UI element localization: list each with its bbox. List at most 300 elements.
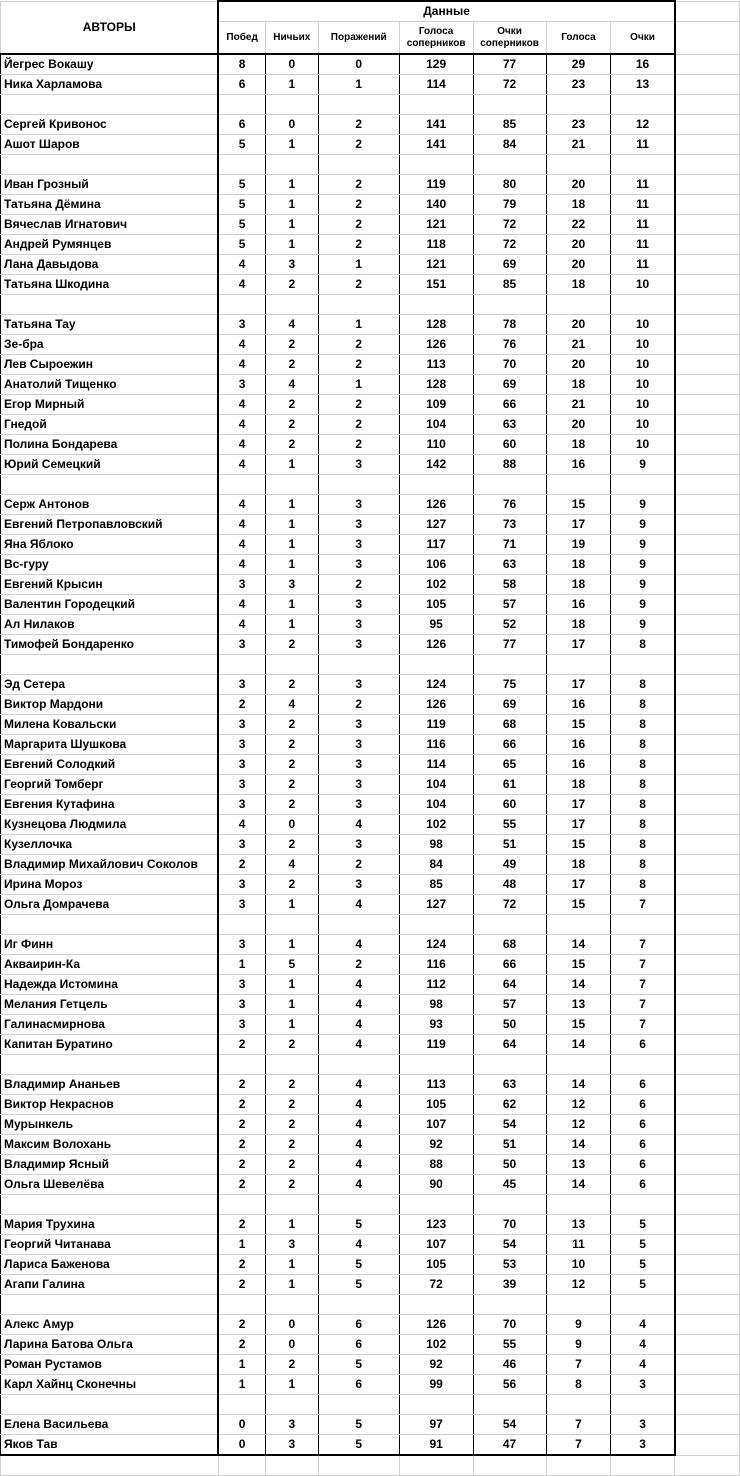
losses-cell[interactable]: 4 xyxy=(318,1095,399,1115)
wins-cell[interactable]: 4 xyxy=(218,555,265,575)
empty-cell[interactable] xyxy=(675,995,740,1015)
votes-cell[interactable] xyxy=(546,1395,611,1415)
empty-cell[interactable] xyxy=(675,115,740,135)
author-name-cell[interactable]: Иван Грозный xyxy=(1,175,219,195)
votes-cell[interactable]: 21 xyxy=(546,395,611,415)
draws-cell[interactable]: 0 xyxy=(265,1315,318,1335)
wins-cell[interactable]: 2 xyxy=(218,1315,265,1335)
points-cell[interactable] xyxy=(611,915,675,935)
votes-cell[interactable]: 18 xyxy=(546,575,611,595)
wins-cell[interactable]: 2 xyxy=(218,1335,265,1355)
draws-cell[interactable]: 2 xyxy=(265,1095,318,1115)
empty-cell[interactable] xyxy=(675,475,740,495)
empty-cell[interactable] xyxy=(675,455,740,475)
losses-cell[interactable]: 2 xyxy=(318,275,399,295)
losses-cell[interactable]: 4 xyxy=(318,1235,399,1255)
opponent-votes-cell[interactable]: 142 xyxy=(399,455,473,475)
header-opponent-points[interactable]: Очки соперников xyxy=(473,22,546,55)
empty-cell[interactable] xyxy=(675,655,740,675)
opponent-votes-cell[interactable]: 93 xyxy=(399,1015,473,1035)
draws-cell[interactable]: 2 xyxy=(265,1115,318,1135)
losses-cell[interactable]: 6 xyxy=(318,1375,399,1395)
wins-cell[interactable]: 4 xyxy=(218,415,265,435)
wins-cell[interactable]: 4 xyxy=(218,455,265,475)
empty-cell[interactable] xyxy=(675,635,740,655)
author-name-cell[interactable]: Евгений Петропавловский xyxy=(1,515,219,535)
author-name-cell[interactable]: Мария Трухина xyxy=(1,1215,219,1235)
opponent-points-cell[interactable]: 60 xyxy=(473,795,546,815)
opponent-points-cell[interactable]: 80 xyxy=(473,175,546,195)
votes-cell[interactable]: 15 xyxy=(546,715,611,735)
opponent-points-cell[interactable]: 76 xyxy=(473,335,546,355)
opponent-votes-cell[interactable]: 98 xyxy=(399,995,473,1015)
opponent-points-cell[interactable]: 55 xyxy=(473,1335,546,1355)
empty-cell[interactable] xyxy=(675,415,740,435)
points-cell[interactable]: 8 xyxy=(611,875,675,895)
opponent-votes-cell[interactable]: 126 xyxy=(399,495,473,515)
draws-cell[interactable]: 4 xyxy=(265,375,318,395)
votes-cell[interactable]: 7 xyxy=(546,1415,611,1435)
draws-cell[interactable]: 1 xyxy=(265,135,318,155)
author-name-cell[interactable]: Надежда Истомина xyxy=(1,975,219,995)
empty-cell[interactable] xyxy=(675,695,740,715)
votes-cell[interactable]: 20 xyxy=(546,235,611,255)
wins-cell[interactable]: 4 xyxy=(218,815,265,835)
opponent-points-cell[interactable]: 51 xyxy=(473,1135,546,1155)
draws-cell[interactable]: 1 xyxy=(265,975,318,995)
opponent-votes-cell[interactable]: 92 xyxy=(399,1135,473,1155)
losses-cell[interactable]: 5 xyxy=(318,1215,399,1235)
wins-cell[interactable]: 3 xyxy=(218,935,265,955)
votes-cell[interactable]: 17 xyxy=(546,515,611,535)
wins-cell[interactable]: 3 xyxy=(218,375,265,395)
opponent-votes-cell[interactable]: 119 xyxy=(399,1035,473,1055)
opponent-votes-cell[interactable]: 124 xyxy=(399,675,473,695)
opponent-points-cell[interactable]: 54 xyxy=(473,1235,546,1255)
points-cell[interactable]: 16 xyxy=(611,54,675,75)
opponent-votes-cell[interactable]: 90 xyxy=(399,1175,473,1195)
wins-cell[interactable]: 5 xyxy=(218,195,265,215)
wins-cell[interactable]: 3 xyxy=(218,635,265,655)
wins-cell[interactable]: 1 xyxy=(218,1375,265,1395)
wins-cell[interactable]: 3 xyxy=(218,755,265,775)
votes-cell[interactable]: 13 xyxy=(546,1215,611,1235)
empty-cell[interactable] xyxy=(675,22,740,55)
opponent-points-cell[interactable]: 49 xyxy=(473,855,546,875)
header-losses[interactable]: Поражений xyxy=(318,22,399,55)
empty-cell[interactable] xyxy=(1,1455,219,1476)
points-cell[interactable] xyxy=(611,1195,675,1215)
points-cell[interactable]: 5 xyxy=(611,1215,675,1235)
opponent-votes-cell[interactable]: 72 xyxy=(399,1275,473,1295)
losses-cell[interactable]: 3 xyxy=(318,595,399,615)
points-cell[interactable]: 3 xyxy=(611,1375,675,1395)
losses-cell[interactable] xyxy=(318,1395,399,1415)
losses-cell[interactable]: 3 xyxy=(318,515,399,535)
draws-cell[interactable]: 0 xyxy=(265,1335,318,1355)
empty-cell[interactable] xyxy=(675,1355,740,1375)
votes-cell[interactable]: 7 xyxy=(546,1435,611,1456)
opponent-points-cell[interactable]: 68 xyxy=(473,935,546,955)
losses-cell[interactable]: 3 xyxy=(318,795,399,815)
empty-cell[interactable] xyxy=(675,795,740,815)
losses-cell[interactable] xyxy=(318,915,399,935)
points-cell[interactable]: 4 xyxy=(611,1355,675,1375)
opponent-points-cell[interactable]: 64 xyxy=(473,1035,546,1055)
opponent-points-cell[interactable]: 69 xyxy=(473,255,546,275)
votes-cell[interactable] xyxy=(546,295,611,315)
opponent-votes-cell[interactable]: 128 xyxy=(399,375,473,395)
losses-cell[interactable]: 2 xyxy=(318,575,399,595)
opponent-points-cell[interactable]: 75 xyxy=(473,675,546,695)
empty-cell[interactable] xyxy=(675,895,740,915)
losses-cell[interactable]: 2 xyxy=(318,215,399,235)
empty-cell[interactable] xyxy=(399,1455,473,1476)
losses-cell[interactable]: 3 xyxy=(318,555,399,575)
wins-cell[interactable]: 4 xyxy=(218,395,265,415)
opponent-points-cell[interactable]: 73 xyxy=(473,515,546,535)
losses-cell[interactable]: 3 xyxy=(318,875,399,895)
opponent-votes-cell[interactable] xyxy=(399,1195,473,1215)
opponent-points-cell[interactable]: 57 xyxy=(473,995,546,1015)
empty-cell[interactable] xyxy=(675,1295,740,1315)
opponent-votes-cell[interactable] xyxy=(399,1395,473,1415)
points-cell[interactable]: 10 xyxy=(611,275,675,295)
opponent-points-cell[interactable] xyxy=(473,1295,546,1315)
points-cell[interactable]: 6 xyxy=(611,1115,675,1135)
draws-cell[interactable]: 2 xyxy=(265,1075,318,1095)
points-cell[interactable] xyxy=(611,1055,675,1075)
draws-cell[interactable]: 2 xyxy=(265,835,318,855)
losses-cell[interactable]: 4 xyxy=(318,935,399,955)
opponent-votes-cell[interactable]: 121 xyxy=(399,215,473,235)
wins-cell[interactable]: 1 xyxy=(218,1235,265,1255)
losses-cell[interactable]: 2 xyxy=(318,855,399,875)
losses-cell[interactable]: 5 xyxy=(318,1275,399,1295)
wins-cell[interactable]: 4 xyxy=(218,595,265,615)
opponent-votes-cell[interactable]: 127 xyxy=(399,895,473,915)
draws-cell[interactable]: 1 xyxy=(265,515,318,535)
votes-cell[interactable]: 15 xyxy=(546,955,611,975)
author-name-cell[interactable] xyxy=(1,1195,219,1215)
draws-cell[interactable]: 1 xyxy=(265,1015,318,1035)
votes-cell[interactable]: 23 xyxy=(546,75,611,95)
points-cell[interactable]: 10 xyxy=(611,335,675,355)
draws-cell[interactable] xyxy=(265,295,318,315)
opponent-points-cell[interactable] xyxy=(473,1395,546,1415)
draws-cell[interactable]: 1 xyxy=(265,75,318,95)
opponent-votes-cell[interactable]: 126 xyxy=(399,1315,473,1335)
votes-cell[interactable]: 21 xyxy=(546,135,611,155)
author-name-cell[interactable]: Карл Хайнц Сконечны xyxy=(1,1375,219,1395)
points-cell[interactable]: 7 xyxy=(611,975,675,995)
author-name-cell[interactable]: Георгий Читанава xyxy=(1,1235,219,1255)
draws-cell[interactable]: 1 xyxy=(265,175,318,195)
empty-cell[interactable] xyxy=(675,755,740,775)
author-name-cell[interactable]: Мурынкель xyxy=(1,1115,219,1135)
draws-cell[interactable]: 2 xyxy=(265,875,318,895)
opponent-points-cell[interactable]: 76 xyxy=(473,495,546,515)
opponent-points-cell[interactable]: 66 xyxy=(473,735,546,755)
losses-cell[interactable]: 2 xyxy=(318,175,399,195)
empty-cell[interactable] xyxy=(675,255,740,275)
draws-cell[interactable] xyxy=(265,1055,318,1075)
losses-cell[interactable] xyxy=(318,1055,399,1075)
opponent-votes-cell[interactable]: 129 xyxy=(399,54,473,75)
opponent-votes-cell[interactable]: 107 xyxy=(399,1115,473,1135)
author-name-cell[interactable] xyxy=(1,1055,219,1075)
opponent-votes-cell[interactable] xyxy=(399,155,473,175)
opponent-votes-cell[interactable]: 95 xyxy=(399,615,473,635)
draws-cell[interactable]: 2 xyxy=(265,355,318,375)
wins-cell[interactable]: 4 xyxy=(218,495,265,515)
author-name-cell[interactable]: Вс-гуру xyxy=(1,555,219,575)
votes-cell[interactable]: 18 xyxy=(546,375,611,395)
wins-cell[interactable]: 2 xyxy=(218,855,265,875)
points-cell[interactable]: 10 xyxy=(611,415,675,435)
empty-cell[interactable] xyxy=(675,1455,740,1476)
empty-cell[interactable] xyxy=(675,1015,740,1035)
data-title-header[interactable]: Данные xyxy=(218,1,674,22)
votes-cell[interactable]: 22 xyxy=(546,215,611,235)
opponent-points-cell[interactable]: 39 xyxy=(473,1275,546,1295)
draws-cell[interactable]: 1 xyxy=(265,1215,318,1235)
draws-cell[interactable] xyxy=(265,1195,318,1215)
points-cell[interactable]: 8 xyxy=(611,835,675,855)
opponent-points-cell[interactable]: 77 xyxy=(473,54,546,75)
points-cell[interactable]: 13 xyxy=(611,75,675,95)
losses-cell[interactable]: 4 xyxy=(318,815,399,835)
draws-cell[interactable]: 2 xyxy=(265,415,318,435)
author-name-cell[interactable]: Лана Давыдова xyxy=(1,255,219,275)
wins-cell[interactable]: 3 xyxy=(218,775,265,795)
opponent-votes-cell[interactable]: 119 xyxy=(399,175,473,195)
wins-cell[interactable]: 4 xyxy=(218,335,265,355)
votes-cell[interactable]: 16 xyxy=(546,755,611,775)
opponent-votes-cell[interactable]: 116 xyxy=(399,955,473,975)
opponent-votes-cell[interactable]: 119 xyxy=(399,715,473,735)
draws-cell[interactable] xyxy=(265,155,318,175)
opponent-votes-cell[interactable] xyxy=(399,1055,473,1075)
losses-cell[interactable] xyxy=(318,1295,399,1315)
opponent-points-cell[interactable]: 64 xyxy=(473,975,546,995)
opponent-points-cell[interactable]: 78 xyxy=(473,315,546,335)
opponent-points-cell[interactable]: 51 xyxy=(473,835,546,855)
empty-cell[interactable] xyxy=(675,555,740,575)
wins-cell[interactable]: 3 xyxy=(218,895,265,915)
points-cell[interactable]: 10 xyxy=(611,435,675,455)
votes-cell[interactable]: 20 xyxy=(546,255,611,275)
losses-cell[interactable]: 2 xyxy=(318,235,399,255)
losses-cell[interactable] xyxy=(318,295,399,315)
empty-cell[interactable] xyxy=(675,295,740,315)
votes-cell[interactable]: 17 xyxy=(546,815,611,835)
points-cell[interactable]: 8 xyxy=(611,715,675,735)
opponent-points-cell[interactable]: 70 xyxy=(473,1315,546,1335)
points-cell[interactable]: 11 xyxy=(611,195,675,215)
author-name-cell[interactable] xyxy=(1,1295,219,1315)
empty-cell[interactable] xyxy=(675,575,740,595)
losses-cell[interactable]: 1 xyxy=(318,375,399,395)
points-cell[interactable]: 12 xyxy=(611,115,675,135)
losses-cell[interactable]: 3 xyxy=(318,675,399,695)
points-cell[interactable]: 10 xyxy=(611,355,675,375)
empty-cell[interactable] xyxy=(675,435,740,455)
author-name-cell[interactable] xyxy=(1,295,219,315)
draws-cell[interactable]: 2 xyxy=(265,1135,318,1155)
votes-cell[interactable]: 7 xyxy=(546,1355,611,1375)
opponent-votes-cell[interactable]: 124 xyxy=(399,935,473,955)
opponent-votes-cell[interactable]: 104 xyxy=(399,795,473,815)
losses-cell[interactable]: 5 xyxy=(318,1435,399,1456)
wins-cell[interactable]: 0 xyxy=(218,1415,265,1435)
opponent-votes-cell[interactable]: 85 xyxy=(399,875,473,895)
empty-cell[interactable] xyxy=(675,1195,740,1215)
empty-cell[interactable] xyxy=(675,495,740,515)
votes-cell[interactable]: 9 xyxy=(546,1315,611,1335)
points-cell[interactable]: 9 xyxy=(611,535,675,555)
opponent-points-cell[interactable]: 47 xyxy=(473,1435,546,1456)
opponent-votes-cell[interactable]: 106 xyxy=(399,555,473,575)
draws-cell[interactable]: 1 xyxy=(265,495,318,515)
losses-cell[interactable]: 3 xyxy=(318,755,399,775)
wins-cell[interactable]: 4 xyxy=(218,515,265,535)
losses-cell[interactable]: 4 xyxy=(318,1175,399,1195)
votes-cell[interactable]: 8 xyxy=(546,1375,611,1395)
author-name-cell[interactable]: Ирина Мороз xyxy=(1,875,219,895)
draws-cell[interactable]: 1 xyxy=(265,895,318,915)
opponent-votes-cell[interactable]: 104 xyxy=(399,415,473,435)
author-name-cell[interactable]: Ал Нилаков xyxy=(1,615,219,635)
points-cell[interactable]: 9 xyxy=(611,495,675,515)
losses-cell[interactable]: 4 xyxy=(318,1115,399,1135)
opponent-votes-cell[interactable]: 84 xyxy=(399,855,473,875)
losses-cell[interactable]: 4 xyxy=(318,1035,399,1055)
votes-cell[interactable]: 17 xyxy=(546,635,611,655)
draws-cell[interactable]: 3 xyxy=(265,1235,318,1255)
draws-cell[interactable]: 0 xyxy=(265,815,318,835)
losses-cell[interactable]: 0 xyxy=(318,54,399,75)
empty-cell[interactable] xyxy=(675,715,740,735)
opponent-votes-cell[interactable]: 114 xyxy=(399,75,473,95)
wins-cell[interactable]: 2 xyxy=(218,1215,265,1235)
draws-cell[interactable] xyxy=(265,475,318,495)
opponent-votes-cell[interactable]: 109 xyxy=(399,395,473,415)
draws-cell[interactable]: 4 xyxy=(265,855,318,875)
losses-cell[interactable]: 4 xyxy=(318,1155,399,1175)
opponent-votes-cell[interactable]: 127 xyxy=(399,515,473,535)
empty-cell[interactable] xyxy=(675,815,740,835)
wins-cell[interactable]: 1 xyxy=(218,1355,265,1375)
points-cell[interactable]: 3 xyxy=(611,1415,675,1435)
empty-cell[interactable] xyxy=(675,1255,740,1275)
opponent-points-cell[interactable] xyxy=(473,655,546,675)
draws-cell[interactable]: 1 xyxy=(265,615,318,635)
opponent-points-cell[interactable]: 70 xyxy=(473,1215,546,1235)
draws-cell[interactable]: 1 xyxy=(265,1255,318,1275)
empty-cell[interactable] xyxy=(675,735,740,755)
wins-cell[interactable]: 5 xyxy=(218,235,265,255)
draws-cell[interactable]: 3 xyxy=(265,1415,318,1435)
votes-cell[interactable]: 20 xyxy=(546,415,611,435)
opponent-points-cell[interactable]: 69 xyxy=(473,695,546,715)
opponent-votes-cell[interactable]: 141 xyxy=(399,115,473,135)
opponent-points-cell[interactable]: 85 xyxy=(473,275,546,295)
author-name-cell[interactable]: Йегрес Вокашу xyxy=(1,54,219,75)
empty-cell[interactable] xyxy=(675,1315,740,1335)
losses-cell[interactable]: 2 xyxy=(318,695,399,715)
votes-cell[interactable]: 18 xyxy=(546,855,611,875)
draws-cell[interactable]: 2 xyxy=(265,735,318,755)
votes-cell[interactable]: 14 xyxy=(546,1075,611,1095)
empty-cell[interactable] xyxy=(675,775,740,795)
opponent-points-cell[interactable]: 52 xyxy=(473,615,546,635)
author-name-cell[interactable]: Акваирин-Ка xyxy=(1,955,219,975)
draws-cell[interactable]: 0 xyxy=(265,115,318,135)
author-name-cell[interactable]: Яков Тав xyxy=(1,1435,219,1456)
author-name-cell[interactable]: Евгений Крысин xyxy=(1,575,219,595)
losses-cell[interactable]: 5 xyxy=(318,1355,399,1375)
author-name-cell[interactable]: Алекс Амур xyxy=(1,1315,219,1335)
votes-cell[interactable]: 18 xyxy=(546,775,611,795)
points-cell[interactable] xyxy=(611,655,675,675)
opponent-points-cell[interactable]: 50 xyxy=(473,1155,546,1175)
votes-cell[interactable]: 14 xyxy=(546,1035,611,1055)
author-name-cell[interactable]: Виктор Мардони xyxy=(1,695,219,715)
empty-cell[interactable] xyxy=(675,1435,740,1456)
author-name-cell[interactable]: Татьяна Тау xyxy=(1,315,219,335)
points-cell[interactable]: 6 xyxy=(611,1155,675,1175)
opponent-points-cell[interactable]: 48 xyxy=(473,875,546,895)
wins-cell[interactable]: 2 xyxy=(218,1275,265,1295)
losses-cell[interactable]: 3 xyxy=(318,495,399,515)
votes-cell[interactable]: 16 xyxy=(546,455,611,475)
points-cell[interactable]: 9 xyxy=(611,575,675,595)
author-name-cell[interactable]: Маргарита Шушкова xyxy=(1,735,219,755)
votes-cell[interactable]: 15 xyxy=(546,495,611,515)
author-name-cell[interactable]: Кузнецова Людмила xyxy=(1,815,219,835)
opponent-votes-cell[interactable]: 88 xyxy=(399,1155,473,1175)
draws-cell[interactable]: 2 xyxy=(265,755,318,775)
draws-cell[interactable] xyxy=(265,915,318,935)
points-cell[interactable]: 5 xyxy=(611,1235,675,1255)
author-name-cell[interactable]: Галинасмирнова xyxy=(1,1015,219,1035)
header-opponent-votes[interactable]: Голоса соперников xyxy=(399,22,473,55)
opponent-points-cell[interactable]: 88 xyxy=(473,455,546,475)
points-cell[interactable]: 8 xyxy=(611,775,675,795)
draws-cell[interactable]: 2 xyxy=(265,715,318,735)
wins-cell[interactable]: 4 xyxy=(218,535,265,555)
empty-cell[interactable] xyxy=(675,135,740,155)
wins-cell[interactable]: 2 xyxy=(218,1175,265,1195)
points-cell[interactable]: 8 xyxy=(611,675,675,695)
empty-cell[interactable] xyxy=(675,375,740,395)
draws-cell[interactable]: 3 xyxy=(265,1435,318,1456)
empty-cell[interactable] xyxy=(675,1415,740,1435)
points-cell[interactable]: 7 xyxy=(611,935,675,955)
votes-cell[interactable] xyxy=(546,1195,611,1215)
points-cell[interactable]: 5 xyxy=(611,1255,675,1275)
draws-cell[interactable] xyxy=(265,1295,318,1315)
author-name-cell[interactable]: Агапи Галина xyxy=(1,1275,219,1295)
points-cell[interactable]: 6 xyxy=(611,1035,675,1055)
opponent-points-cell[interactable]: 72 xyxy=(473,895,546,915)
votes-cell[interactable]: 11 xyxy=(546,1235,611,1255)
draws-cell[interactable] xyxy=(265,95,318,115)
votes-cell[interactable] xyxy=(546,155,611,175)
points-cell[interactable]: 6 xyxy=(611,1095,675,1115)
draws-cell[interactable]: 1 xyxy=(265,935,318,955)
